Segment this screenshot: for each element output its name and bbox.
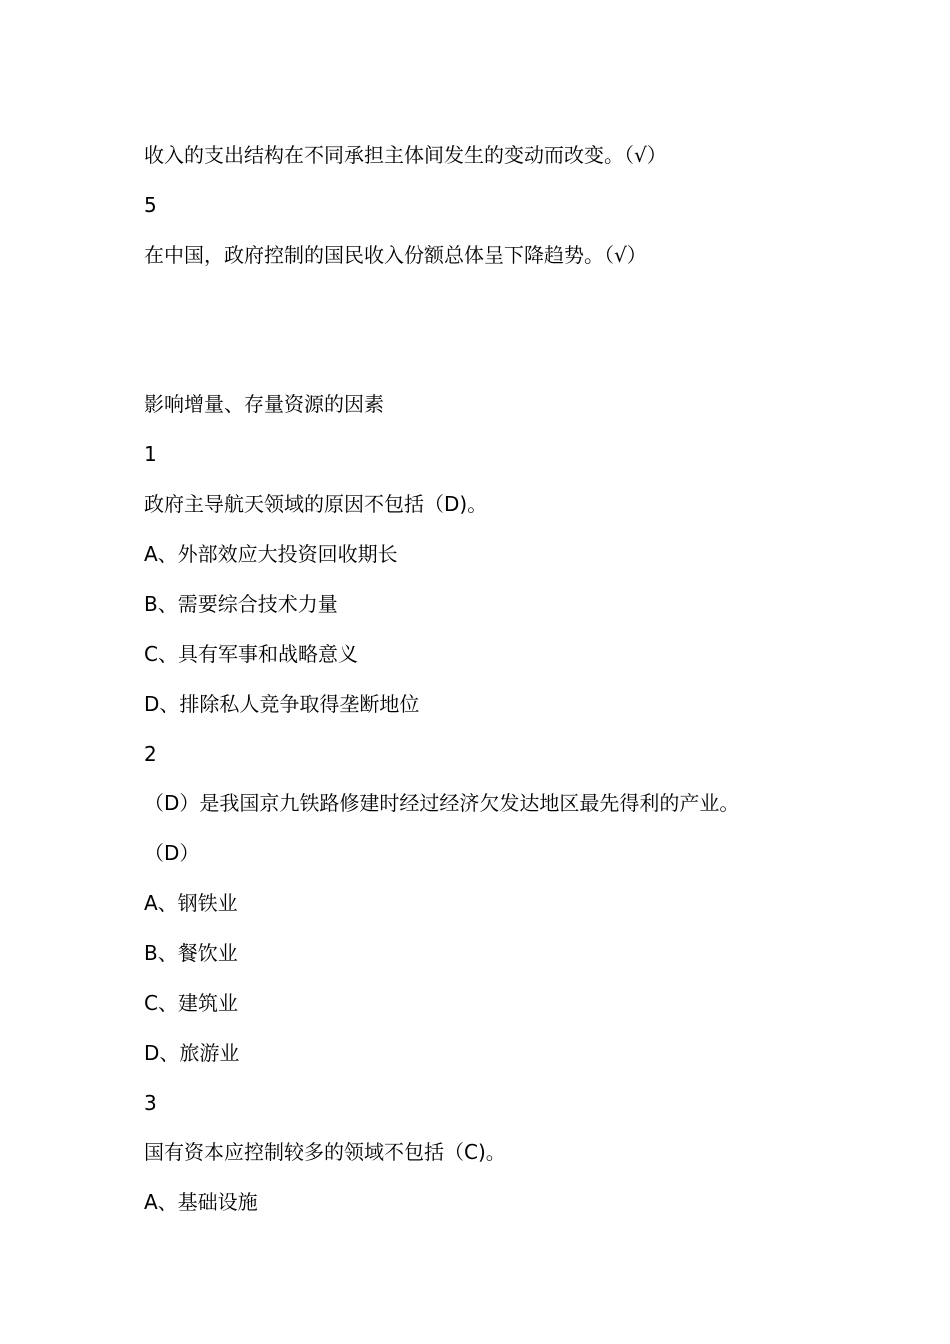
answer-line: （D） — [144, 841, 200, 865]
option-d: D、排除私人竞争取得垄断地位 — [144, 692, 420, 716]
option-a: A、基础设施 — [144, 1190, 258, 1214]
option-c: C、建筑业 — [144, 991, 238, 1015]
option-b: B、需要综合技术力量 — [144, 592, 338, 616]
question-number: 3 — [144, 1091, 157, 1115]
question-text: 政府主导航天领域的原因不包括（D)。 — [144, 492, 488, 516]
option-b: B、餐饮业 — [144, 941, 238, 965]
option-a: A、钢铁业 — [144, 891, 238, 915]
question-text: 国有资本应控制较多的领域不包括（C)。 — [144, 1140, 506, 1164]
question-number: 5 — [144, 193, 157, 217]
option-a: A、外部效应大投资回收期长 — [144, 542, 398, 566]
question-text: （D）是我国京九铁路修建时经过经济欠发达地区最先得利的产业。 — [144, 791, 740, 815]
text-line: 收入的支出结构在不同承担主体间发生的变动而改变。（√） — [144, 143, 667, 167]
question-number: 2 — [144, 742, 157, 766]
question-number: 1 — [144, 442, 157, 466]
text-line: 在中国，政府控制的国民收入份额总体呈下降趋势。（√） — [144, 243, 647, 267]
section-heading: 影响增量、存量资源的因素 — [144, 392, 384, 416]
option-d: D、旅游业 — [144, 1041, 240, 1065]
option-c: C、具有军事和战略意义 — [144, 642, 358, 666]
